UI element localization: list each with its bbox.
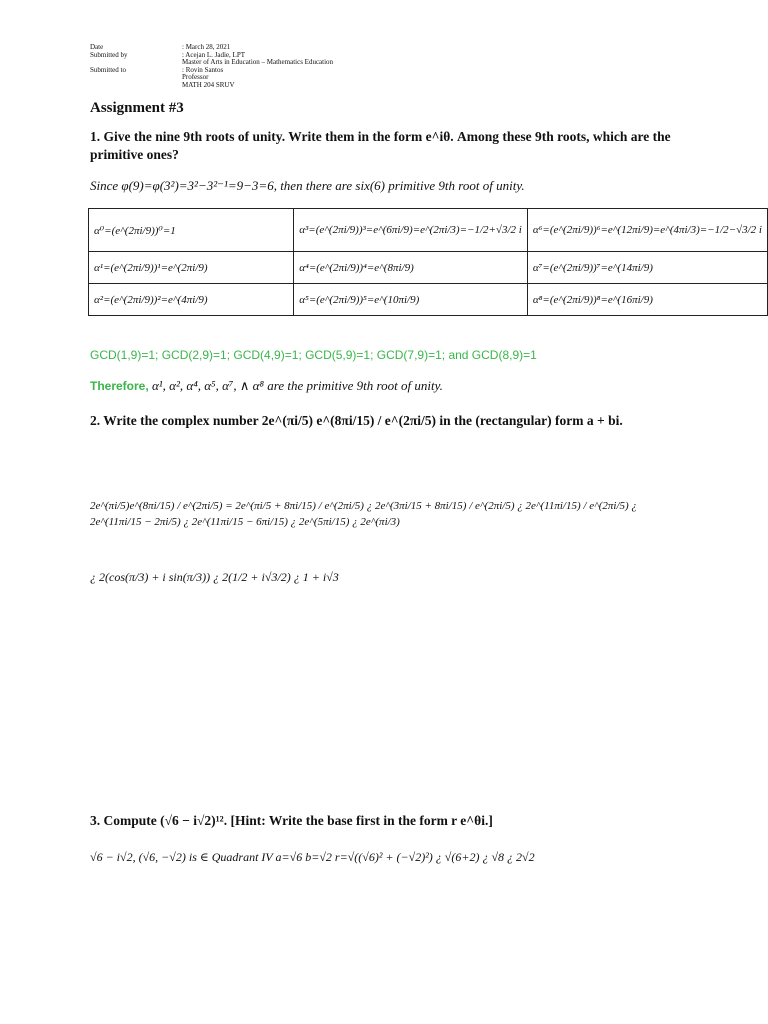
table-cell: α³=(e^(2πi/9))³=e^(6πi/9)=e^(2πi/3)=−1/2+√3/2 i xyxy=(294,209,528,252)
question-1: 1. Give the nine 9th roots of unity. Write them in the form e^iθ. Among these 9th roots, which are the primitive ones? xyxy=(90,129,671,162)
therefore-label: Therefore, xyxy=(90,379,149,393)
table-cell: α⁷=(e^(2πi/9))⁷=e^(14πi/9) xyxy=(527,252,767,284)
q3-derivation-line-1: √6 − i√2, (√6, −√2) is ∈ Quadrant IV a=√6 b=√2 r=√((√6)² + (−√2)²) ¿ √(6+2) ¿ √8 ¿ 2√2 xyxy=(90,850,535,864)
table-cell: α⁸=(e^(2πi/9))⁸=e^(16πi/9) xyxy=(527,284,767,316)
therefore-text: α¹, α², α⁴, α⁵, α⁷, ∧ α⁸ are the primitive 9th root of unity. xyxy=(151,378,443,393)
header-label: Date xyxy=(90,43,104,51)
table-cell: α⁵=(e^(2πi/9))⁵=e^(10πi/9) xyxy=(294,284,528,316)
header-value: : March 28, 2021 xyxy=(182,43,231,51)
table-row xyxy=(89,284,768,316)
q1-since-line: Since φ(9)=φ(3²)=3²−3²⁻¹=9−3=6, then there are six(6) primitive 9th root of unity. xyxy=(90,178,525,193)
header-label xyxy=(90,74,182,82)
header-value: Master of Arts in Education – Mathematics Education xyxy=(182,58,334,67)
question-2: 2. Write the complex number 2e^(πi/5) e^(8πi/15) / e^(2πi/5) in the (rectangular) form a + bi. xyxy=(90,413,623,428)
q2-derivation-line-1: 2e^(πi/5)e^(8πi/15) / e^(2πi/5) = 2e^(πi/5 + 8πi/15) / e^(2πi/5) ¿ 2e^(3πi/15 + 8πi/15) / e^(2πi/5) ¿ 2e^(11πi/15) / e^(2πi/5) ¿ 2e^(11πi/15 − 2πi/5) ¿ 2e^(11πi/15 − 6πi/15) ¿ 2e^(5πi/15) ¿ 2e^(πi/3) xyxy=(90,500,637,528)
header-value: : Rovin Santos xyxy=(182,65,224,74)
table-cell: α⁴=(e^(2πi/9))⁴=e^(8πi/9) xyxy=(294,252,528,284)
assignment-title: Assignment #3 xyxy=(90,100,184,116)
table-cell: α²=(e^(2πi/9))²=e^(4πi/9) xyxy=(89,284,294,316)
header-block xyxy=(90,44,333,90)
q2-derivation-line-2: ¿ 2(cos(π/3) + i sin(π/3)) ¿ 2(1/2 + i√3/2) ¿ 1 + i√3 xyxy=(90,570,339,584)
header-label xyxy=(90,82,182,90)
gcd-line: GCD(1,9)=1; GCD(2,9)=1; GCD(4,9)=1; GCD(5,9)=1; GCD(7,9)=1; and GCD(8,9)=1 xyxy=(90,348,537,362)
header-value: : Acejan L. Jadie, LPT xyxy=(182,50,245,59)
header-label: Submitted by xyxy=(90,50,128,59)
roots-table xyxy=(88,208,768,316)
table-cell: α¹=(e^(2πi/9))¹=e^(2πi/9) xyxy=(89,252,294,284)
therefore-line xyxy=(90,378,443,394)
table-cell: α⁰=(e^(2πi/9))⁰=1 xyxy=(89,209,294,252)
header-value: Professor xyxy=(182,73,209,82)
question-3: 3. Compute (√6 − i√2)¹². [Hint: Write the base first in the form r e^θi.] xyxy=(90,813,493,828)
header-value: MATH 204 SRUV xyxy=(182,80,235,89)
table-row xyxy=(89,252,768,284)
table-row xyxy=(89,209,768,252)
table-cell: α⁶=(e^(2πi/9))⁶=e^(12πi/9)=e^(4πi/3)=−1/2−√3/2 i xyxy=(527,209,767,252)
header-label: Submitted to xyxy=(90,65,126,74)
